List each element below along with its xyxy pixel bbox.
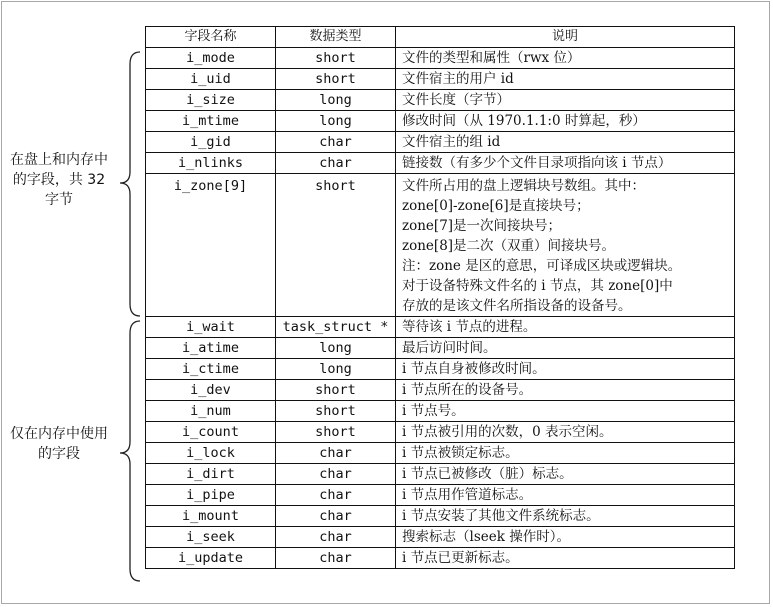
header-description: 说明 [396,27,735,48]
group-label-memory-only [4,424,114,464]
field-name-cell: i_mount [146,506,276,527]
field-name-cell: i_mode [146,48,276,69]
field-name-cell: i_seek [146,527,276,548]
data-type-cell: short [276,48,396,69]
data-type-cell: short [276,174,396,317]
field-name-cell: i_size [146,90,276,111]
brace-disk-fields [120,52,140,316]
description-cell: 等待该 i 节点的进程。 [396,317,735,338]
description-cell: i 节点被锁定标志。 [396,443,735,464]
description-cell: 搜索标志（lseek 操作时）。 [396,527,735,548]
field-name-cell: i_zone[9] [146,174,276,317]
header-field-name: 字段名称 [146,27,276,48]
field-name-cell: i_dirt [146,464,276,485]
field-name-cell: i_uid [146,69,276,90]
data-type-cell: short [276,401,396,422]
field-name-cell: i_gid [146,132,276,153]
table-row [146,69,735,90]
description-cell: i 节点号。 [396,401,735,422]
description-cell: i 节点自身被修改时间。 [396,359,735,380]
table-row [146,317,735,338]
table-row [146,153,735,174]
description-line: 注：zone 是区的意思，可译成区块或逻辑块。 [402,258,682,274]
table-row [146,359,735,380]
field-name-cell: i_mtime [146,111,276,132]
description-cell: 文件宿主的用户 id [396,69,735,90]
data-type-cell: long [276,111,396,132]
description-cell: 文件的类型和属性（rwx 位） [396,48,735,69]
table-row [146,132,735,153]
group-label-line: 仅在内存中使用 [10,426,108,442]
data-type-cell: long [276,338,396,359]
brace-memory-fields [120,321,140,581]
field-name-cell: i_atime [146,338,276,359]
description-cell: i 节点已被修改（脏）标志。 [396,464,735,485]
description-cell: 文件宿主的组 id [396,132,735,153]
data-type-cell: task_struct * [276,317,396,338]
description-line: 文件所占用的盘上逻辑块号数组。其中： [402,178,645,194]
table-row [146,174,735,317]
data-type-cell: char [276,464,396,485]
table-row [146,527,735,548]
table-row [146,443,735,464]
group-label-line: 的字段，共 32 [12,172,106,188]
table-row [146,485,735,506]
data-type-cell: long [276,90,396,111]
description-cell: 最后访问时间。 [396,338,735,359]
description-line: 存放的是该文件名所指设备的设备号。 [402,298,632,314]
description-cell: i 节点安装了其他文件系统标志。 [396,506,735,527]
data-type-cell: char [276,527,396,548]
table-row [146,48,735,69]
description-cell: i 节点已更新标志。 [396,548,735,569]
data-type-cell: char [276,548,396,569]
description-cell [396,174,735,317]
inode-structure-table [145,26,735,569]
description-line: zone[7]是一次间接块号； [402,218,562,234]
field-name-cell: i_num [146,401,276,422]
description-cell: i 节点所在的设备号。 [396,380,735,401]
description-cell: 链接数（有多少个文件目录项指向该 i 节点） [396,153,735,174]
group-label-disk-and-memory [4,150,114,210]
description-line: zone[0]-zone[6]是直接块号； [402,198,590,214]
description-cell: i 节点用作管道标志。 [396,485,735,506]
description-cell: 修改时间（从 1970.1.1:0 时算起，秒） [396,111,735,132]
table-row [146,90,735,111]
data-type-cell: long [276,359,396,380]
field-name-cell: i_count [146,422,276,443]
field-name-cell: i_lock [146,443,276,464]
field-name-cell: i_nlinks [146,153,276,174]
group-label-line: 在盘上和内存中 [10,152,108,168]
field-name-cell: i_ctime [146,359,276,380]
group-label-line: 的字段 [38,446,80,462]
table-row [146,111,735,132]
table-row [146,338,735,359]
header-data-type: 数据类型 [276,27,396,48]
table-row [146,548,735,569]
data-type-cell: short [276,69,396,90]
data-type-cell: char [276,153,396,174]
table-row [146,464,735,485]
field-name-cell: i_dev [146,380,276,401]
table-row [146,422,735,443]
data-type-cell: char [276,506,396,527]
description-cell: 文件长度（字节） [396,90,735,111]
data-type-cell: char [276,485,396,506]
field-name-cell: i_update [146,548,276,569]
description-line: 对于设备特殊文件名的 i 节点，其 zone[0]中 [402,278,673,294]
table-row [146,401,735,422]
data-type-cell: char [276,443,396,464]
data-type-cell: short [276,380,396,401]
data-type-cell: short [276,422,396,443]
description-line: zone[8]是二次（双重）间接块号。 [402,238,616,254]
table-header-row [146,27,735,48]
table-row [146,506,735,527]
field-name-cell: i_wait [146,317,276,338]
group-braces [112,50,146,585]
group-label-line: 字节 [45,192,73,208]
table-row [146,380,735,401]
field-name-cell: i_pipe [146,485,276,506]
description-cell: i 节点被引用的次数，0 表示空闲。 [396,422,735,443]
data-type-cell: char [276,132,396,153]
